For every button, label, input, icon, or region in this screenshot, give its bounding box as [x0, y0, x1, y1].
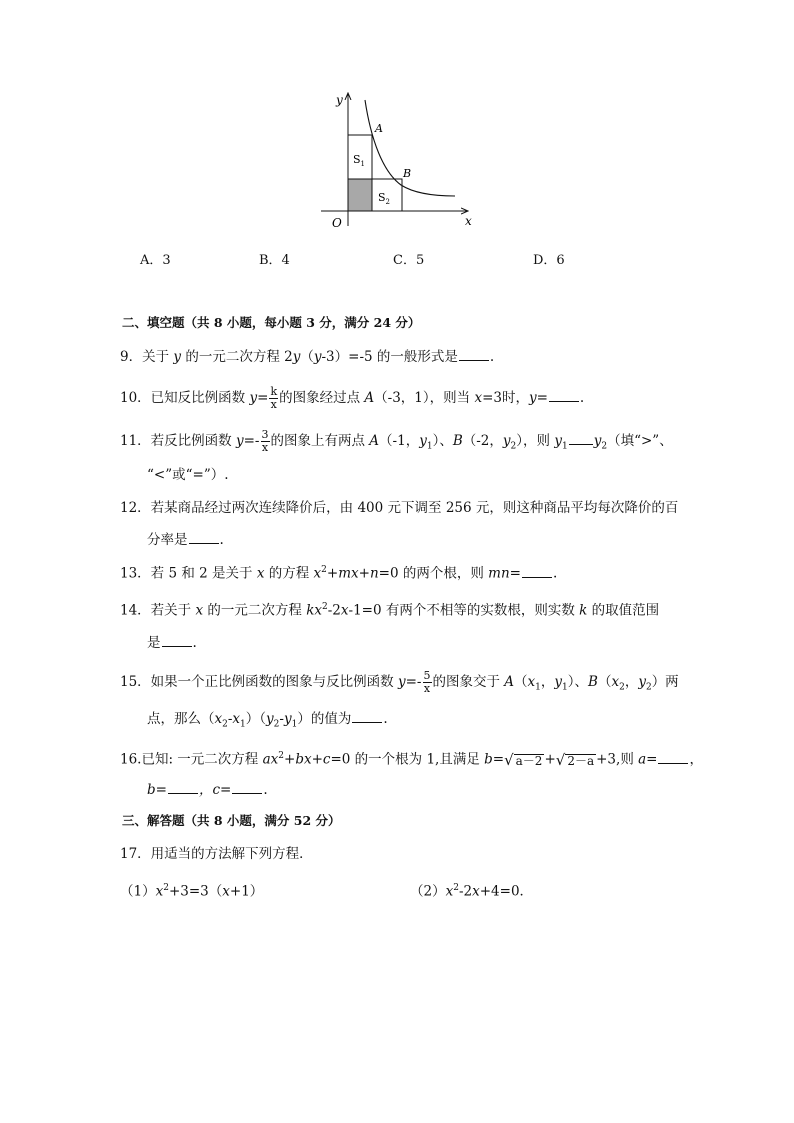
question-17-part-1: $(1)x^2+3=3(x+1)$ — [120, 883, 264, 900]
option-a: A．3 — [140, 253, 171, 268]
point-a-label: A — [375, 122, 383, 135]
answer-blank — [522, 564, 552, 578]
shaded-rectangle — [348, 179, 372, 211]
question-11-line-2: “<”或“=”）. — [147, 467, 229, 483]
fraction-5-over-x: $\frac{5}{x}$ — [423, 669, 431, 695]
fraction-3-over-x: $\frac{3}{x}$ — [261, 428, 269, 454]
question-12: 12．若某商品经过两次连续降价后，由 400 元下调至 256 元，则这种商品平均每次降价的百 — [120, 500, 679, 516]
area-s2-label: $S_2$ — [378, 191, 391, 206]
question-12-line-2: 分率是 . — [147, 532, 224, 548]
area-s1-label: $S_1$ — [353, 153, 366, 168]
answer-blank — [189, 530, 219, 544]
question-9: 9．关于 y 的一元二次方程 2y（y-3）=-5 的一般形式是 . — [120, 349, 495, 365]
option-d: D．6 — [533, 253, 565, 268]
y-axis-label: y — [336, 93, 343, 107]
question-13: 13．若 5 和 2 是关于 x 的方程 $x^2+mx+n=0$ 的两个根，则 mn= . — [120, 565, 558, 582]
x-axis-label: x — [465, 214, 472, 228]
question-15: 15．如果一个正比例函数的图象与反比例函数 y=- $\frac{5}{x}$ 的图象交于 $A(x_1$，$y_1$）、$B(x_2$，$y_2$）两 — [120, 669, 679, 695]
fraction-k-over-x: $\frac{k}{x}$ — [270, 385, 278, 411]
question-14: 14．若关于 x 的一元二次方程 $kx^2-2x-1=0$ 有两个不相等的实数根，则实数 k 的取值范围 — [120, 602, 660, 619]
question-10: 10．已知反比例函数 y= $\frac{k}{x}$ 的图象经过点 A（-3，1），则当 x=3时，y= . — [120, 385, 585, 411]
answer-blank — [232, 780, 262, 794]
answer-blank — [162, 633, 192, 647]
question-15-line-2: 点，那么$(x_2-x_1)(y_2-y_1)$的值为 . — [147, 711, 388, 730]
hyperbola-figure — [315, 90, 475, 230]
answer-blank — [658, 750, 688, 764]
origin-label: O — [332, 216, 342, 230]
answer-blank — [459, 347, 489, 361]
sqrt-a-minus-2: √ a－2 — [504, 751, 543, 769]
point-b-label: B — [403, 167, 412, 180]
answer-blank — [569, 431, 593, 445]
answer-blank — [549, 388, 579, 402]
option-c: C．5 — [393, 253, 425, 268]
section-3-title: 三、解答题（共 8 小题，满分 52 分） — [122, 813, 341, 828]
question-17: 17．用适当的方法解下列方程． — [120, 846, 313, 862]
answer-blank — [168, 780, 198, 794]
hyperbola-curve — [365, 100, 455, 196]
answer-blank — [352, 709, 382, 723]
question-16: 16.已知: 一元二次方程 $ax^2+bx+c=0$ 的一个根为 1,且满足 b= √ a－2 + √ 2－a +3,则 a= ， — [120, 751, 703, 769]
option-b: B．4 — [259, 253, 290, 268]
question-11: 11．若反比例函数 y=- $\frac{3}{x}$ 的图象上有两点 A（-1，$y_1$）、B（-2，$y_2$），则 $y_1$ $y_2$（填“>”、 — [120, 428, 673, 454]
question-14-line-2: 是 . — [147, 635, 197, 651]
question-16-line-2: b= ，c= . — [147, 782, 268, 798]
section-2-title: 二、填空题（共 8 小题，每小题 3 分，满分 24 分） — [122, 315, 421, 330]
sqrt-2-minus-a: √ 2－a — [555, 751, 595, 769]
question-17-part-2: $(2)x^2-2x+4=0$． — [410, 883, 534, 900]
